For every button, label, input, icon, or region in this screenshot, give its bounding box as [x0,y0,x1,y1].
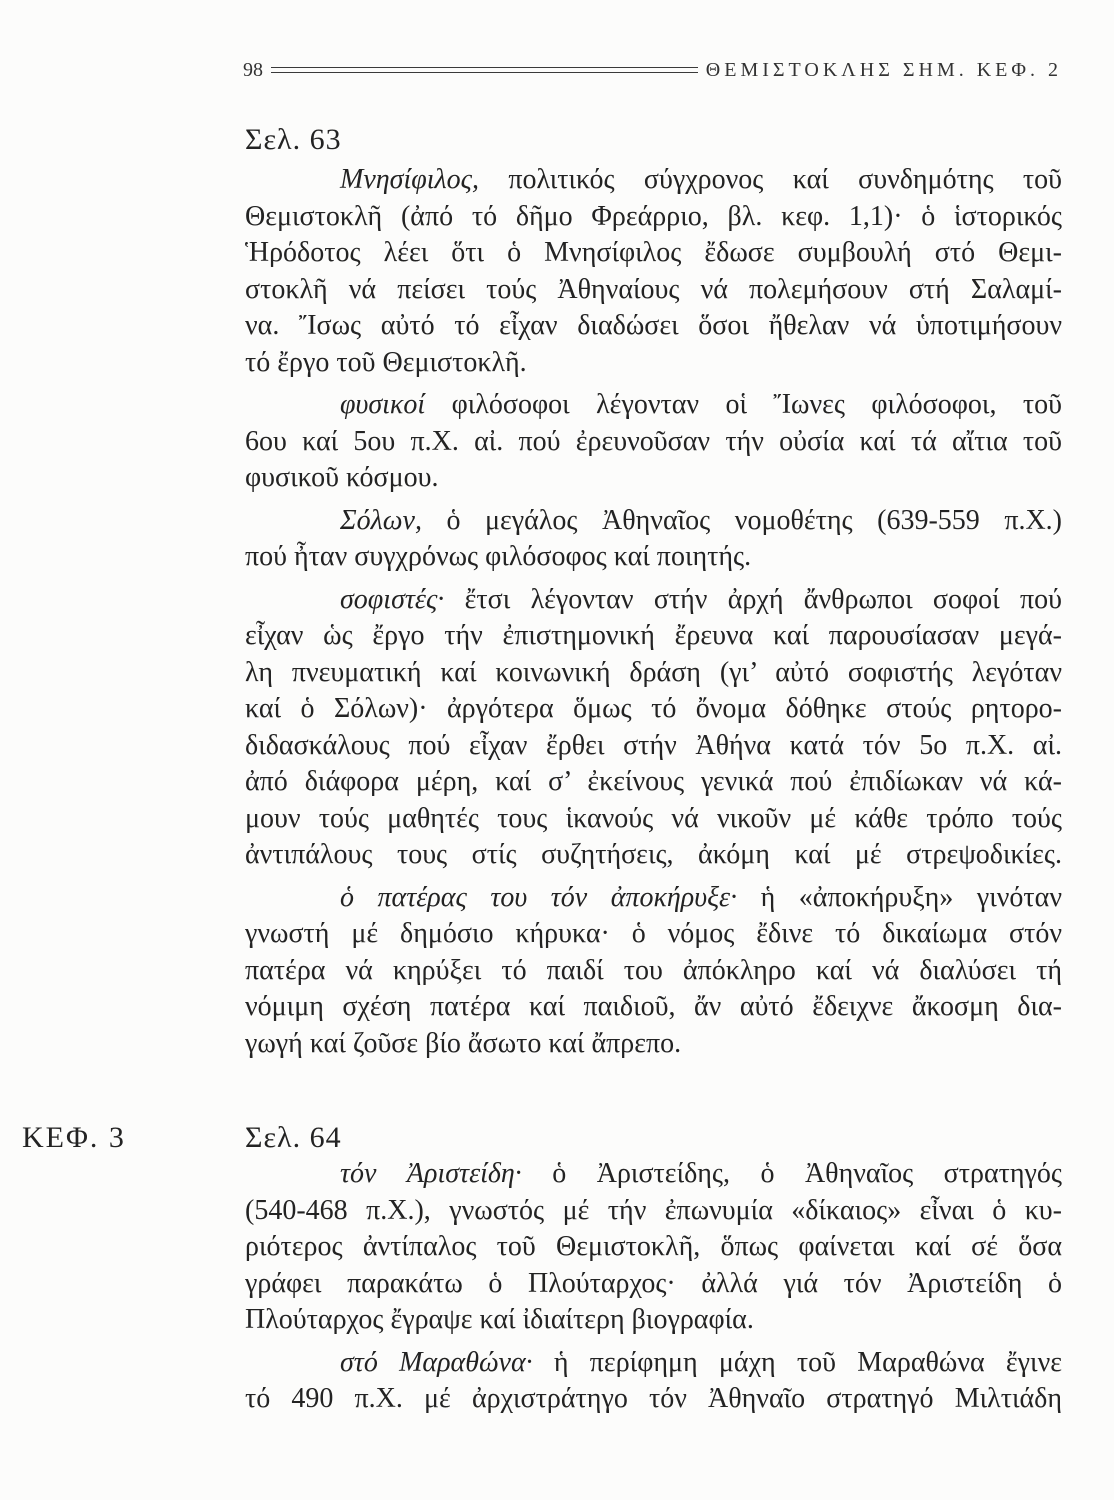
note-text: ὁ μεγάλος Ἀθηναῖος νομοθέτης (639-559 π.Χ.) [446,504,1063,536]
note-line: ἀντιπάλους τους στίς συζητήσεις, ἀκόμη καί μέ στρεψοδικίες. [245,839,1062,870]
note-line: εἶχαν ὡς ἔργο τήν ἐπιστημονική ἔρευνα καί παρουσίασαν μεγά- [245,620,1062,651]
note-text: ἡ «ἀποκήρυξη» γινόταν [760,881,1062,913]
note-line [245,162,1062,199]
note-term: φυσικοί [340,389,426,420]
running-header [243,56,1062,84]
page-reference: Σελ. 64 [245,1121,342,1154]
note-line: διδασκάλους πού εἶχαν ἔρθει στήν Ἀθήνα κατά τόν 5ο π.Χ. αἰ. [245,729,1062,761]
note-line: 6ου καί 5ου π.Χ. αἰ. πού ἐρευνοῦσαν τήν οὐσία καί τά αἴτια τοῦ [245,425,1062,457]
note-entry [245,1156,1062,1339]
note-line: νόμιμη σχέση πατέρα καί παιδιοῦ, ἄν αὐτό ἔδειχνε ἄκοσμη δια- [245,991,1062,1022]
note-line: μουν τούς μαθητές τους ἱκανούς νά νικοῦν μέ κάθε τρόπο τούς [245,802,1062,834]
note-line: καί ὁ Σόλων)· ἀργότερα ὅμως τό ὄνομα δόθηκε στούς ρητορο- [245,693,1062,724]
note-line: Ἡρόδοτος λέει ὅτι ὁ Μνησίφιλος ἔδωσε συμβουλή στό Θεμι- [245,237,1062,268]
note-line: πατέρα νά κηρύξει τό παιδί του ἀπόκληρο καί νά διαλύσει τή [245,954,1062,986]
note-line [245,503,1062,540]
notes-section-page-64 [245,1120,1062,1418]
note-term: ὁ πατέρας του τόν ἀποκήρυξε· [340,881,738,913]
note-entry [245,1345,1062,1418]
note-line: ἀπό διάφορα μέρη, καί σ’ ἐκείνους γενικά πού ἐπιδίωκαν νά κά- [245,766,1062,797]
note-entry [245,880,1062,1063]
note-line: στοκλῆ νά πείσει τούς Ἀθηναίους νά πολεμήσουν στή Σαλαμί- [245,273,1062,305]
note-line: γωγή καί ζοῦσε βίο ἄσωτο καί ἄπρεπο. [245,1027,682,1059]
header-double-rule [271,67,698,73]
note-text: ἡ περίφημη μάχη τοῦ Μαραθώνα ἔγινε [553,1346,1062,1378]
note-term: Μνησίφιλος, [340,164,479,195]
running-title: ΘΕΜΙΣΤΟΚΛΗΣ ΣΗΜ. ΚΕΦ. 2 [705,58,1062,81]
note-text: ἔτσι λέγονταν στήν ἀρχή ἄνθρωποι σοφοί πού [464,583,1062,615]
note-text: πολιτικός σύγχρονος καί συνδημότης τοῦ [508,164,1062,195]
notes-section-page-63 [245,122,1062,1062]
note-line [245,1156,1062,1193]
chapter-marker: ΚΕΦ. 3 [22,1121,126,1154]
note-term: στό Μαραθώνα· [340,1346,533,1378]
note-line: ριότερος ἀντίπαλος τοῦ Θεμιστοκλῆ, ὅπως φαίνεται καί σέ ὅσα [245,1231,1062,1262]
note-term: Σόλων, [340,504,422,536]
note-entry [245,162,1062,381]
note-line: τό 490 π.Χ. μέ ἀρχιστράτηγο τόν Ἀθηναῖο στρατηγό Μιλτιάδη [245,1383,1062,1414]
note-line [245,387,1062,424]
note-line: γράφει παρακάτω ὁ Πλούταρχος· ἀλλά γιά τόν Ἀριστείδη ὁ [245,1267,1062,1299]
note-entry [245,387,1062,497]
note-line: να. Ἴσως αὐτό τό εἶχαν διαδώσει ὅσοι ἤθελαν νά ὑποτιμήσουν [245,310,1062,341]
note-text: φιλόσοφοι λέγονταν οἱ Ἴωνες φιλόσοφοι, τοῦ [451,389,1063,420]
note-line [245,1345,1062,1382]
page-number: 98 [243,58,263,81]
note-term: τόν Ἀριστείδη· [340,1158,522,1189]
page-reference: Σελ. 63 [245,123,342,156]
note-line [245,582,1062,619]
note-entry [245,582,1062,874]
note-line: Πλούταρχος ἔγραψε καί ἰδιαίτερη βιογραφία. [245,1304,754,1335]
note-line [245,880,1062,917]
note-text: ὁ Ἀριστείδης, ὁ Ἀθηναῖος στρατηγός [552,1158,1062,1189]
note-line: φυσικοῦ κόσμου. [245,462,439,493]
note-line: Θεμιστοκλῆ (ἀπό τό δῆμο Φρεάρριο, βλ. κεφ. 1,1)· ὁ ἱστορικός [245,200,1062,232]
note-line: τό ἔργο τοῦ Θεμιστοκλῆ. [245,346,527,378]
note-line: γνωστή μέ δημόσιο κήρυκα· ὁ νόμος ἔδινε τό δικαίωμα στόν [245,918,1062,949]
note-entry [245,503,1062,576]
note-term: σοφιστές· [340,583,445,615]
note-line: λη πνευματική καί κοινωνική δράση (γι’ αὐτό σοφιστής λεγόταν [245,656,1062,688]
note-line: πού ἦταν συγχρόνως φιλόσοφος καί ποιητής. [245,541,752,572]
note-line: (540-468 π.Χ.), γνωστός μέ τήν ἐπωνυμία «δίκαιος» εἶναι ὁ κυ- [245,1194,1062,1226]
